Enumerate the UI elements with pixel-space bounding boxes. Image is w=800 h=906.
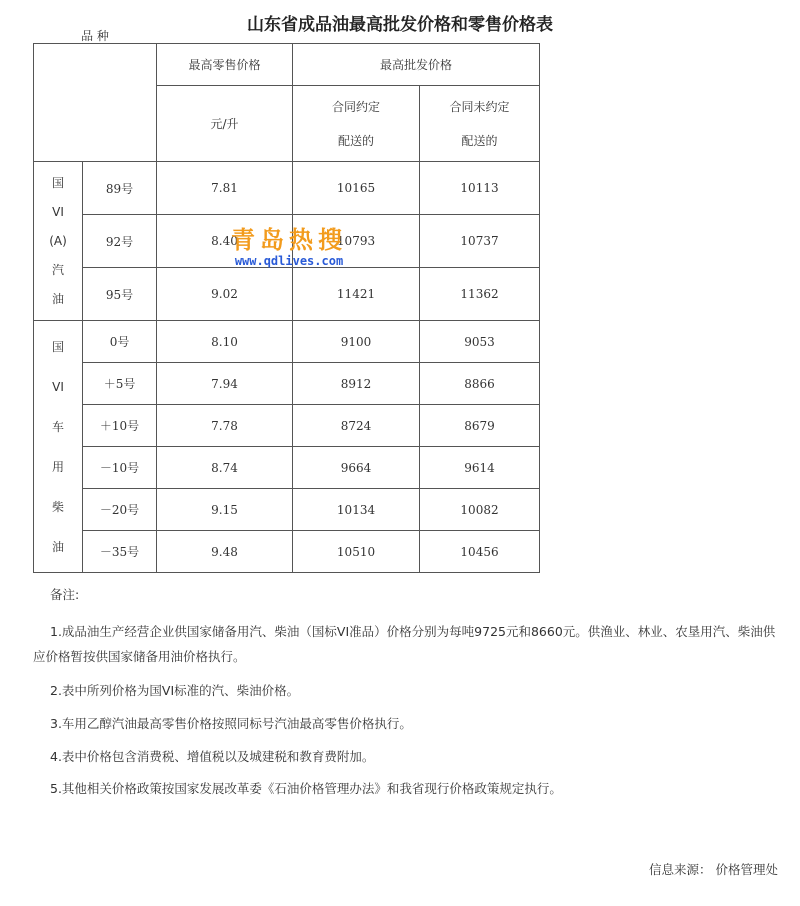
group-char: VI [52, 379, 64, 394]
contract-cell: 11421 [293, 268, 420, 321]
header-wholesale: 最高批发价格 [293, 44, 540, 86]
grade-cell: 0号 [83, 321, 157, 363]
group-char: 用 [51, 459, 64, 474]
retail-cell: 8.40 [157, 215, 293, 268]
group-char: VI [52, 204, 64, 219]
no-contract-cell: 10082 [420, 489, 540, 531]
group-char: 油 [51, 291, 64, 306]
header-no-contract [420, 86, 540, 162]
group-char: (A) [49, 233, 67, 248]
retail-cell: 9.15 [157, 489, 293, 531]
header-no-contract-line2: 配送的 [461, 133, 498, 148]
grade-cell: 89号 [83, 162, 157, 215]
no-contract-cell: 8866 [420, 363, 540, 405]
diesel-group-label [34, 321, 83, 573]
note-item: 3.车用乙醇汽油最高零售价格按照同标号汽油最高零售价格执行。 [50, 716, 412, 731]
retail-cell: 9.02 [157, 268, 293, 321]
watermark-url: www.qdlives.com [234, 254, 344, 268]
no-contract-cell: 10456 [420, 531, 540, 573]
page-title: 山东省成品油最高批发价格和零售价格表 [247, 15, 553, 35]
contract-cell: 10134 [293, 489, 420, 531]
header-retail: 最高零售价格 [157, 44, 293, 86]
header-variety [34, 28, 157, 162]
contract-cell: 10165 [293, 162, 420, 215]
gasoline-group-label [34, 162, 83, 321]
contract-cell: 10793 [293, 215, 420, 268]
header-unit: 元/升 [157, 86, 293, 162]
note-item: 2.表中所列价格为国VI标准的汽、柴油价格。 [50, 683, 300, 698]
grade-cell: 95号 [83, 268, 157, 321]
contract-cell: 8912 [293, 363, 420, 405]
header-contract-line1: 合同约定 [332, 99, 381, 114]
header-no-contract-line1: 合同未约定 [449, 99, 510, 114]
retail-cell: 9.48 [157, 531, 293, 573]
table-row [34, 363, 540, 405]
note-item: 4.表中价格包含消费税、增值税以及城建税和教育费附加。 [50, 749, 375, 764]
contract-cell: 9100 [293, 321, 420, 363]
no-contract-cell: 10113 [420, 162, 540, 215]
retail-cell: 7.94 [157, 363, 293, 405]
table-row [34, 268, 540, 321]
table-row [34, 405, 540, 447]
contract-cell: 9664 [293, 447, 420, 489]
watermark [228, 226, 350, 268]
no-contract-cell: 10737 [420, 215, 540, 268]
contract-cell: 8724 [293, 405, 420, 447]
header-variety-label: 品 种 [81, 28, 109, 43]
group-char: 汽 [51, 262, 64, 277]
notes-label: 备注: [50, 587, 80, 602]
grade-cell: －20号 [83, 489, 157, 531]
note-item: 5.其他相关价格政策按国家发展改革委《石油价格管理办法》和我省现行价格政策规定执行。 [50, 781, 562, 796]
group-char: 油 [51, 539, 64, 554]
no-contract-cell: 11362 [420, 268, 540, 321]
table-row [34, 321, 540, 363]
note-item: 1.成品油生产经营企业供国家储备用汽、柴油（国标VI准品）价格分别为每吨9725元和8660元。供渔业、林业、农垦用汽、柴油供应价格暂按供国家储备用油价格执行。 [33, 624, 776, 664]
table-row [34, 531, 540, 573]
grade-cell: 92号 [83, 215, 157, 268]
no-contract-cell: 8679 [420, 405, 540, 447]
retail-cell: 8.10 [157, 321, 293, 363]
header-contract [293, 86, 420, 162]
grade-cell: ＋5号 [83, 363, 157, 405]
grade-cell: ＋10号 [83, 405, 157, 447]
group-char: 车 [51, 419, 64, 434]
price-table [33, 28, 540, 573]
retail-cell: 7.78 [157, 405, 293, 447]
contract-cell: 10510 [293, 531, 420, 573]
table-row [34, 162, 540, 215]
retail-cell: 7.81 [157, 162, 293, 215]
group-char: 国 [51, 339, 64, 354]
group-char: 国 [51, 175, 64, 190]
retail-cell: 8.74 [157, 447, 293, 489]
watermark-name: 青岛热搜 [231, 226, 347, 254]
grade-cell: －10号 [83, 447, 157, 489]
group-char: 柴 [51, 499, 64, 514]
grade-cell: －35号 [83, 531, 157, 573]
header-contract-line2: 配送的 [338, 133, 375, 148]
table-row [34, 447, 540, 489]
info-source: 信息来源： 价格管理处 [649, 862, 778, 877]
no-contract-cell: 9614 [420, 447, 540, 489]
no-contract-cell: 9053 [420, 321, 540, 363]
table-row [34, 489, 540, 531]
